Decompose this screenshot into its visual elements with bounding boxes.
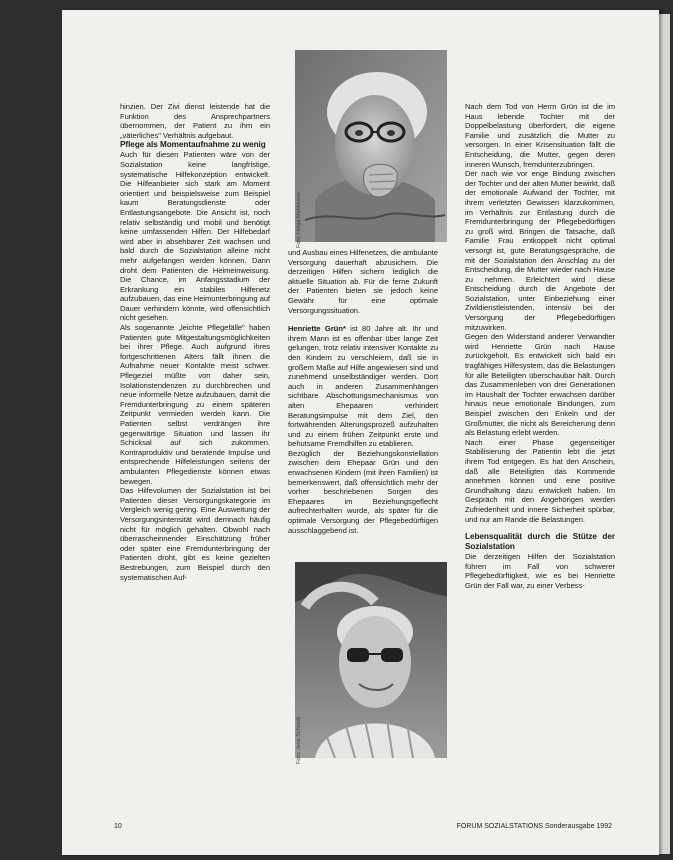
text-column-left <box>120 102 270 582</box>
section-heading: Lebensqualität durch die Stütze der Sozialstation <box>465 532 615 552</box>
paragraph: Als sogenannte „leichte Pflegefälle" haben Patienten gute Mitgestaltungsmöglichkeiten bei ihrer Pflege. Auch aufgrund ihres fortgeschrittenen Alters fällt ihnen die Aufnahme neuer Kontakte meist schwer. Pflegeziel müßte von daher sein, Isolationstendenzen zu durchbrechen und neue informelle Netze aufzubauen, damit die Fremdunterbringung zu einem späteren Zeitpunkt vermieden werden kann. Die Patienten selbst verdrängen ihre gegenwärtige Situation und lassen ihr Schicksal auf sich zukommen. Kontraproduktiv und beratende Impulse und entsprechende Hilfeleistungen seitens der ambulanten Pflegedienste können etwas bewegen. <box>120 323 270 486</box>
paragraph: Nach dem Tod von Herrn Grün ist die im Haus lebende Tochter mit der Doppelbelastung überfordert, die eigene Familie und zusätzlich die Mutter zu versorgen. In einer Krisensituation fällt die Entscheidung, die Mutter, gegen deren inneren Wunsch, fremdunterzubringen. <box>465 102 615 169</box>
photo-man-drawing <box>295 562 447 758</box>
paragraph: Bezüglich der Beziehungskonstellation zwischen dem Ehepaar Grün und den erwachsenen Kindern (mit ihren Familien) ist bemerkenswert, daß offensichtlich mehr der vorher beschriebenen Sorgen des Ehepaares im Beziehungsgeflecht aufrechterhalten wurde, als später für die optimale Versorgung der Pflegebedürftigen ausschlaggebend ist. <box>288 448 438 535</box>
page-number: 10 <box>114 823 122 830</box>
photo-older-woman <box>295 50 447 242</box>
paragraph: Der nach wie vor enge Bindung zwischen der Tochter und der alten Mutter bewirkt, daß der emotionale Aufwand der Tochter, mit ihrem verletzten Gewissen klarzukommen, im Verhältnis zur Entlastung durch die Fremdunterbringung der Pflegebedürftigen zu groß wird. Bringen die Tatsache, daß Familie Frau entkoppelt nicht optimal versorgt ist, gute Beratungsgespräche, die mit der Sozialstation den Anschlag zu der Entscheidung, die Mutter wieder nach Hause zu nehmen. Erleichtert wird diese Entscheidung durch die Angebote der Sozialstation, unter Einbeziehung einer Zivildienstleistenden, intensiv bei der Versorgung der Pflegebedürftigen mitzuwirken. <box>465 169 615 332</box>
paragraph: hinzien. Der Zivi dienst leistende hat die Funktion des Ansprechpartners übernommen, der Patient zu ihm ein „väterliches" Verhältnis aufgebaut. <box>120 102 270 140</box>
paragraph: Auch für diesen Patienten wäre von der Sozialstation keine langfristige, systematische Hilfekonzeption entwickelt. Die Hilfeanbieter sich stark am Moment orientiert und beispielsweise zum Beispiel kaum Beratungsdienste oder Entlastungsangebote. Die Ansicht ist, noch relativ selbständig und mobil und benötigt keine umfassenden Hilfen. Der Hilfebedarf wird aber in absehbarer Zeit wachsen und bald durch die Sozialstation alleine nicht mehr aufgefangen werden können. Dann droht dem Patienten die Heimeinweisung. Die Chance, im Anfangsstadium der Erkrankung ein stabiles Hilfenetz aufzubauen, das eine Heimunterbringung auf Dauer verhindern könnte, wird offensichtlich nicht gesehen. <box>120 150 270 323</box>
paragraph: Gegen den Widerstand anderer Verwandter wird Henriette Grün nach Hause zurückgeholt. Es entwickelt sich bald ein tragfähiges Hilfesystem, das die Belastungen für alle Beteiligten überschaubar hält. Durch das Zusammenleben von drei Generationen im Haushalt der Tochter erwachsen darüber hinaus neue emotionale Bindungen, zum Beispiel zwischen den Enkeln und der Großmutter, die nicht als Bereicherung denn als Belastung erlebt werden. <box>465 332 615 438</box>
photo-woman-drawing <box>295 50 447 242</box>
photo-credit: Foto: Jens Schmidt <box>296 716 302 764</box>
paragraph: Nach einer Phase gegenseitiger Stabilisierung der Patientin lebt die jetzt ihrem Tod entgegen. Es hat den Anschein, daß alle Beteiligten das Kommende annehmen können und eine positive Grundhaltung dazu entwickelt haben. Im Gespräch mit den Angehörigen werden Zufriedenheit und innere Sicherheit spürbar, und nur am Rande die Belastungen. <box>465 437 615 524</box>
text-column-middle <box>288 248 438 535</box>
photo-credit: Foto: Helga Mahlmann <box>296 192 302 248</box>
text-column-right <box>465 102 615 591</box>
paragraph: und Ausbau eines Hilfenetzes, die ambulante Versorgung dauerhaft abzusichern. Die derzeitigen Hilfen sichern lediglich die aktuelle Situation ab. Für die ferne Zukunft der Patienten bieten sie jedoch keine Gewähr für eine optimale Versorgungssituation. <box>288 248 438 315</box>
photo-older-man <box>295 562 447 758</box>
paragraph <box>288 324 438 449</box>
paragraph-text: ist 80 Jahre alt. Ihr und ihrem Mann ist es offenbar über lange Zeit gelungen, trotz relativ intensiver Kontakte zu den Kindern zu verschleiern, daß sie in großem Maße auf Hilfe angewiesen sind und zunehmend unselbständiger werden. Dort auch in anderen Zusammenhängen sichtbare Abschottungsmechanismus von alten Ehepaaren verhindert Beratungsimpulse mit dem Ziel, den fortwährenden Alterungsprozeß aufzuhalten und zu einem frühen Zeitpunkt erste und behutsame Fremdhilfen zu etablieren. <box>288 324 439 449</box>
paragraph: Das Hilfevolumen der Sozialstation ist bei Patienten dieser Versorgungskategorie im Vergleich wenig gering. Eine Ausweitung der Versorgungsintensität wird demnach häufig nicht für möglich gehalten. Obwohl nach überrascheinnender Einschätzung früher oder später eine Fremdunterbringung der Patienten droht, gibt es keine gezielten Bestrebungen, zum Beispiel durch den systematischen Auf- <box>120 486 270 582</box>
journal-footer: FORUM SOZIALSTATIONS Sonderausgabe 1992 <box>456 823 612 830</box>
magazine-page <box>62 10 659 855</box>
section-heading: Pflege als Momentaufnahme zu wenig <box>120 140 266 150</box>
person-name: Henriette Grün* <box>288 324 346 334</box>
paragraph: Die derzeitigen Hilfen der Sozialstation führen im Fall von schwerer Pflegebedürftigkeit, wie es bei Henriette Grün der Fall war, zu einer Verbess- <box>465 552 615 590</box>
